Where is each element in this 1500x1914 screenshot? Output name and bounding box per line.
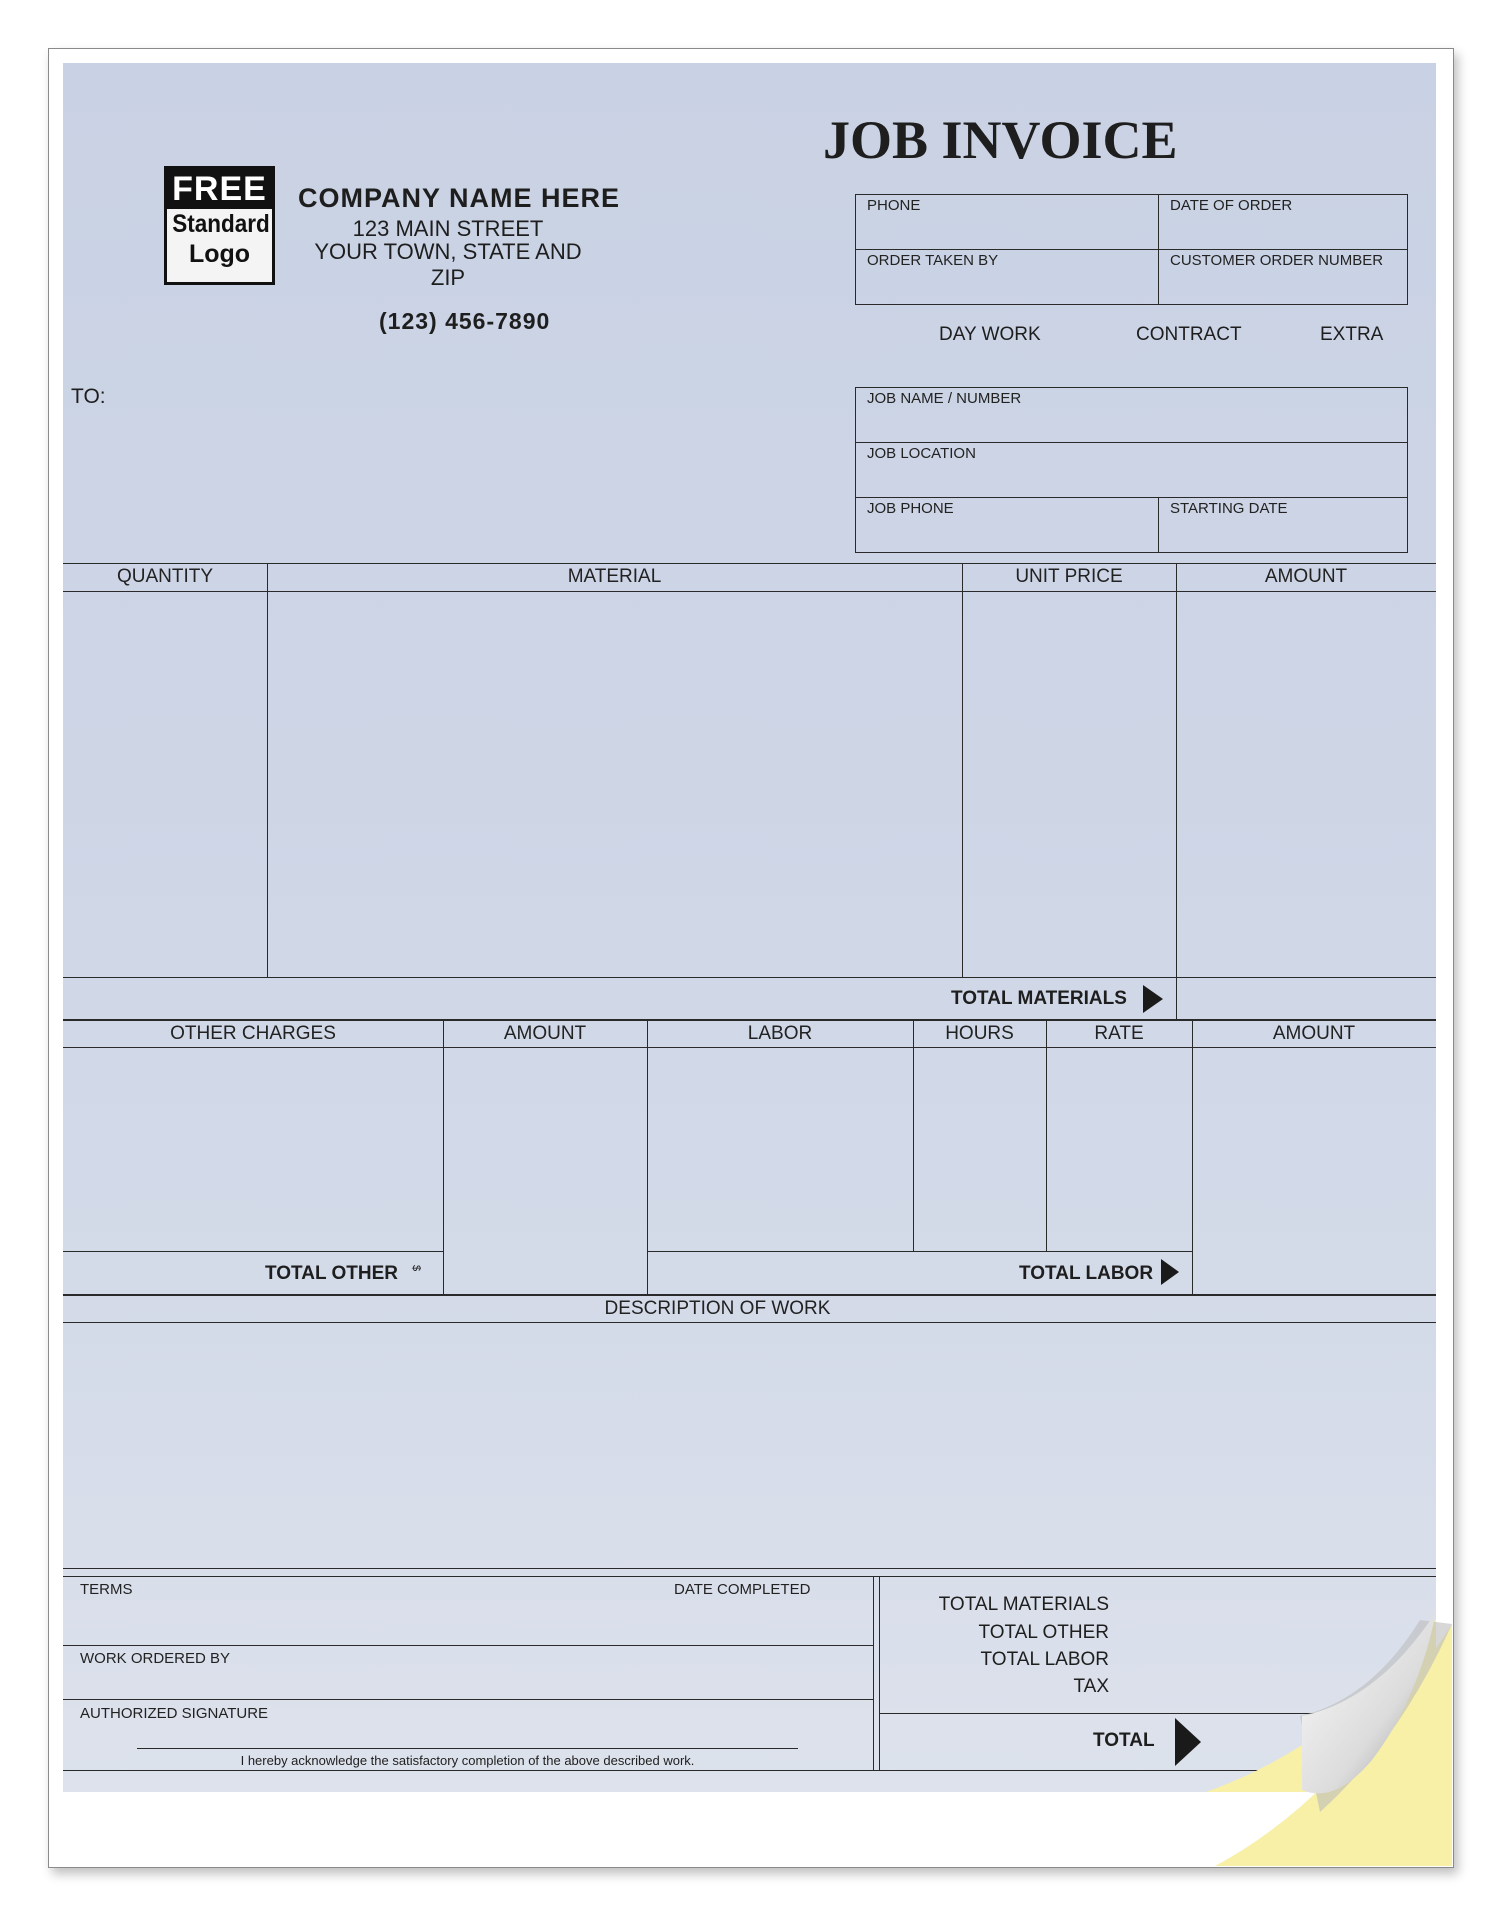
col-rate: RATE [1094, 1023, 1144, 1044]
job-phone-field[interactable]: JOB PHONE [867, 500, 954, 517]
job-location-field[interactable]: JOB LOCATION [867, 445, 976, 462]
work-ordered-by-field[interactable]: WORK ORDERED BY [80, 1650, 231, 1667]
materials-top-line [63, 563, 1436, 564]
summary-total-labor: TOTAL LABOR [980, 1649, 1109, 1670]
col-labor-amount: AMOUNT [1272, 1023, 1356, 1044]
footer-top-line [63, 1576, 1436, 1577]
materials-bottom-line [63, 977, 1436, 978]
job-info-divider-2 [855, 497, 1408, 498]
col-quantity: QUANTITY [116, 566, 214, 587]
company-name: COMPANY NAME HERE [298, 183, 621, 213]
order-taken-by-field[interactable]: ORDER TAKEN BY [867, 252, 999, 269]
job-info-box [855, 387, 1408, 553]
charges-col-3 [913, 1019, 914, 1251]
company-city: YOUR TOWN, STATE AND ZIP [314, 239, 582, 290]
job-info-split [1158, 497, 1159, 553]
materials-col-3 [1176, 563, 1177, 1019]
col-amount: AMOUNT [1264, 566, 1348, 587]
work-type-day-work[interactable]: DAY WORK [939, 324, 1041, 345]
materials-col-1 [267, 563, 268, 977]
footer-line-2 [63, 1699, 873, 1700]
acknowledgement-text: I hereby acknowledge the satisfactory completion of the above described work. [240, 1753, 695, 1768]
footer-line-3 [63, 1770, 1436, 1771]
order-info-divider [855, 249, 1408, 250]
charges-col-1 [443, 1019, 444, 1294]
terms-field[interactable]: TERMS [80, 1581, 133, 1598]
date-of-order-field[interactable]: DATE OF ORDER [1170, 197, 1293, 214]
col-other-amount: AMOUNT [503, 1023, 587, 1044]
signature-line[interactable] [137, 1748, 798, 1749]
materials-col-2 [962, 563, 963, 977]
description-header-line [63, 1322, 1436, 1323]
customer-order-number-field[interactable]: CUSTOMER ORDER NUMBER [1170, 252, 1384, 269]
order-info-split [1158, 194, 1159, 305]
charges-col-4 [1046, 1019, 1047, 1251]
work-type-contract[interactable]: CONTRACT [1136, 324, 1242, 345]
charges-header-line [63, 1047, 1436, 1048]
col-material: MATERIAL [567, 566, 662, 587]
logo [164, 166, 275, 285]
phone-field[interactable]: PHONE [867, 197, 921, 214]
logo-logo: Logo [188, 240, 251, 268]
col-hours: HOURS [945, 1023, 1014, 1044]
company-phone: (123) 456-7890 [379, 308, 551, 334]
labor-total-line [647, 1251, 1192, 1252]
starting-date-field[interactable]: STARTING DATE [1170, 500, 1288, 517]
col-other-charges: OTHER CHARGES [170, 1023, 336, 1044]
charges-bottom-line [63, 1294, 1436, 1296]
materials-header-line [63, 591, 1436, 592]
invoice-form [63, 63, 1436, 1792]
work-type-extra[interactable]: EXTRA [1320, 324, 1384, 345]
description-of-work-label: DESCRIPTION OF WORK [604, 1298, 831, 1319]
summary-total-other: TOTAL OTHER [978, 1622, 1109, 1643]
col-unit-price: UNIT PRICE [1015, 566, 1123, 587]
page-title: JOB INVOICE [823, 110, 1178, 170]
description-bottom-line [63, 1568, 1436, 1569]
total-labor-label: TOTAL LABOR [1019, 1263, 1154, 1284]
dollar-mark: $ [410, 1264, 423, 1272]
job-name-number-field[interactable]: JOB NAME / NUMBER [867, 390, 1022, 407]
job-info-divider-1 [855, 442, 1408, 443]
arrow-right-icon [1161, 1259, 1179, 1285]
other-total-line [63, 1251, 443, 1252]
total-materials-label: TOTAL MATERIALS [951, 988, 1127, 1009]
company-street: 123 MAIN STREET [352, 216, 544, 241]
description-area[interactable] [63, 1325, 1436, 1565]
authorized-signature-label: AUTHORIZED SIGNATURE [80, 1705, 269, 1722]
charges-col-2 [647, 1019, 648, 1294]
carbon-copy-corner [1206, 1619, 1436, 1792]
logo-free: FREE [167, 169, 272, 209]
arrow-right-icon [1175, 1718, 1201, 1766]
col-labor: LABOR [747, 1023, 813, 1044]
logo-standard: Standard [172, 210, 270, 238]
to-label: TO: [71, 385, 106, 408]
summary-total-materials: TOTAL MATERIALS [938, 1594, 1109, 1615]
summary-total-line [879, 1713, 1436, 1714]
arrow-right-icon [1143, 985, 1163, 1013]
total-other-label: TOTAL OTHER [265, 1263, 398, 1284]
footer-line-1 [63, 1645, 873, 1646]
charges-col-5 [1192, 1019, 1193, 1294]
grand-total-label: TOTAL [1093, 1730, 1155, 1751]
footer-split-1 [873, 1576, 874, 1770]
date-completed-field[interactable]: DATE COMPLETED [674, 1581, 811, 1598]
summary-tax: TAX [1073, 1676, 1109, 1697]
charges-top-line [63, 1019, 1436, 1021]
